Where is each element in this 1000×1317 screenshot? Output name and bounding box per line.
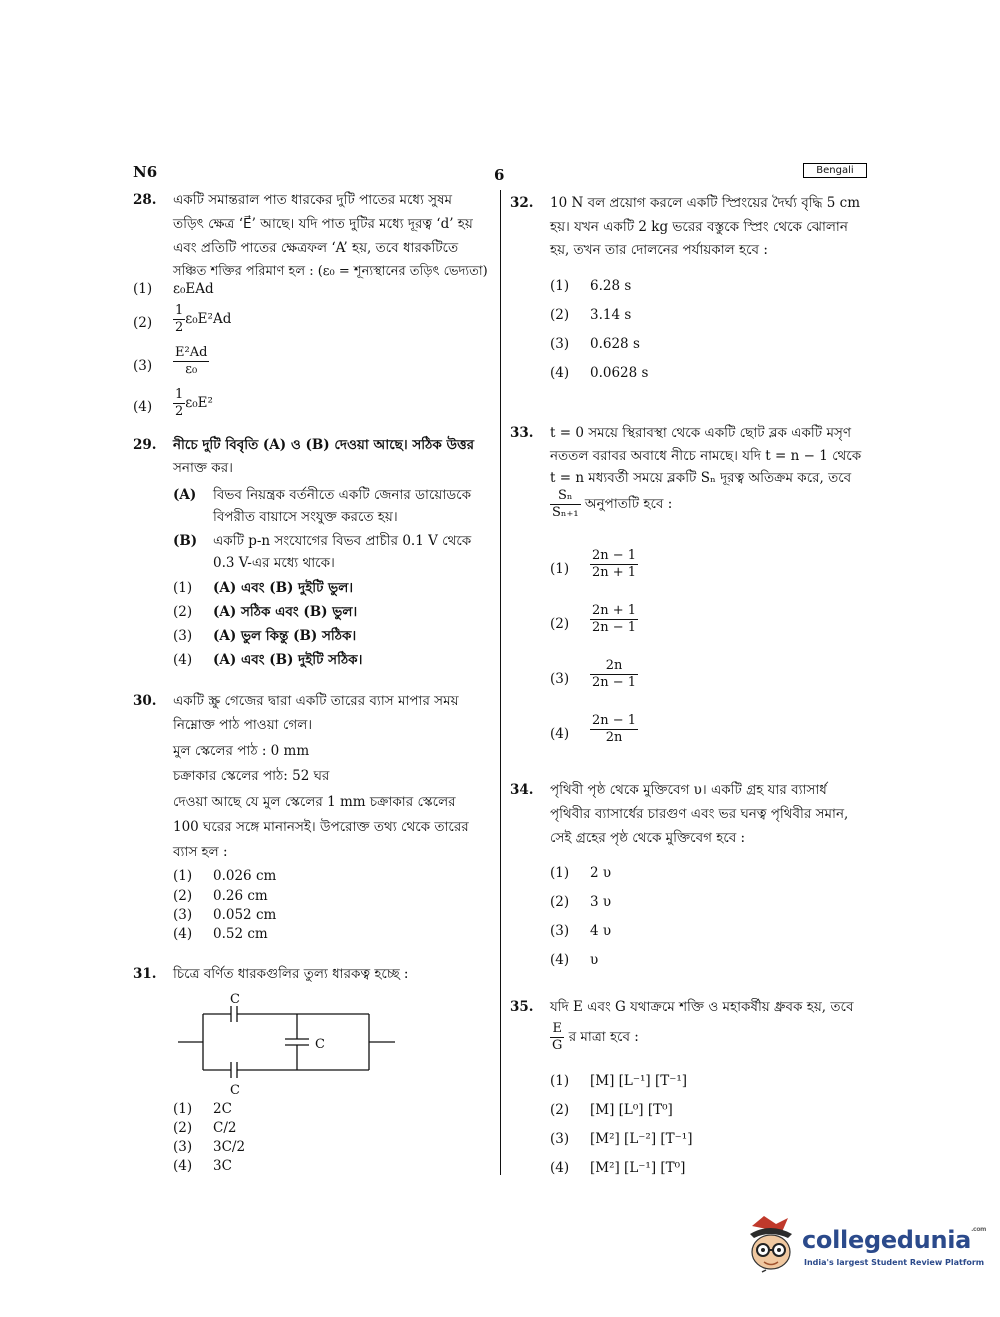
question-text-line: একটি সমান্তরাল পাত ধারকের দুটি পাতের মধ্যে সুষম xyxy=(173,192,453,208)
question-text-line: 10 N বল প্রয়োগ করলে একটি স্প্রিংয়ের দৈর্ঘ্য বৃদ্ধি 5 cm xyxy=(550,195,861,211)
question-text-line: চিত্রে বর্ণিত ধারকগুলির তুল্য ধারকত্ব হচ্ছে : xyxy=(173,966,409,982)
option-3: (3) $\frac{\text{E²Ad}}{\text{ε₀}}$ xyxy=(133,345,208,377)
question-31: 31. চিত্রে বর্ণিত ধারকগুলির তুল্য ধারকত্ব হচ্ছে : C C C (1) 2C (2) C/2 (3) 3C/2 (4) 3C xyxy=(133,963,493,1178)
question-number: 33. xyxy=(510,425,534,441)
question-text-line: দেওয়া আছে যে মুল স্কেলের 1 mm চক্রাকার স্কেলের xyxy=(173,794,456,810)
language-badge: Bengali xyxy=(803,163,867,178)
logo-wordmark: collegedunia xyxy=(802,1226,972,1254)
question-text-line: একটি স্ক্রু গেজের দ্বারা একটি তারের ব্যাস মাপার সময় xyxy=(173,693,459,709)
option-value: υ xyxy=(590,952,599,968)
option-value: $\frac{1}{2}$ ε₀E²Ad xyxy=(175,303,232,335)
question-number: 31. xyxy=(133,966,157,982)
option-value: C/2 xyxy=(213,1120,237,1136)
option-value: $\frac{2n - 1}{2n + 1}$ xyxy=(592,548,637,580)
option-value: (A) সঠিক এবং (B) ভুল। xyxy=(213,604,358,620)
option-value: $\frac{\text{E²Ad}}{\text{ε₀}}$ xyxy=(175,345,208,377)
statement-a-line: বিপরীত বায়াসে সংযুক্ত করতে হয়। xyxy=(213,509,398,525)
option-value: 0.0628 s xyxy=(590,365,649,381)
statement-b-label: (B) xyxy=(173,533,198,549)
option-value: 3C xyxy=(213,1158,232,1174)
option-value: 2 υ xyxy=(590,865,612,881)
capacitor-circuit-diagram xyxy=(173,988,403,1096)
question-text-line: মুল স্কেলের পাঠ : 0 mm xyxy=(173,743,310,759)
page-number: 6 xyxy=(494,166,505,184)
question-32: 32. 10 N বল প্রয়োগ করলে একটি স্প্রিংয়ের দৈর্ঘ্য বৃদ্ধি 5 cm হয়। যখন একটি 2 kg ভরের বস্তুকে স্প্রিং থেকে ঝোলান হয়, তখন তার দোলনের পর্যায়কাল হবে : (1) 6.28 s (2) 3.14 s (3) 0.628 s (4) 0.0628 s xyxy=(510,192,870,387)
question-text-line: সেই গ্রহের পৃষ্ঠ থেকে মুক্তিবেগ হবে : xyxy=(550,830,746,846)
question-text-line: সঞ্চিত শক্তির পরিমাণ হল : (ε₀ = শূন্যস্থানের তড়িৎ ভেদ্যতা) xyxy=(173,264,488,279)
question-28: 28. একটি সমান্তরাল পাত ধারকের দুটি পাতের মধ্যে সুষম তড়িৎ ক্ষেত্র ‘E⃗’ আছে। যদি পাত দুটির মধ্যে দূরত্ব ‘d’ হয় এবং প্রতিটি পাতের ক্ষেত্রফল ‘A’ হয়, তবে ধারকটিতে সঞ্চিত শক্তির পরিমাণ হল : (ε₀ = শূন্যস্থানের তড়িৎ ভেদ্যতা) (1) ε₀EAd (2) $\frac{1}{2}$ ε₀E²Ad (3) $\frac{\text{E²Ad}}{\text{ε₀}}$ (4) $\frac{1}{2}$ ε₀E² xyxy=(133,189,493,429)
option-value: $\frac{2n + 1}{2n - 1}$ xyxy=(592,603,637,635)
capacitor-label-top: C xyxy=(230,992,240,1007)
question-text-line: যদি E এবং G যথাক্রমে শক্তি ও মহাকর্ষীয় ধ্রুবক হয়, তবে xyxy=(550,999,854,1015)
paper-code: N6 xyxy=(133,163,158,181)
question-35: 35. যদি E এবং G যথাক্রমে শক্তি ও মহাকর্ষীয় ধ্রুবক হয়, তবে $\frac{E}{G}$ র মাত্রা হবে : (1) [M] [L⁻¹] [T⁻¹] (2) [M] [L⁰] [T⁰] (3) [M²] [L⁻²] [T⁻¹] (4) [M²] [L⁻¹] [T⁰] xyxy=(510,996,870,1181)
option-value: $\frac{2n}{2n - 1}$ xyxy=(592,658,637,690)
option-4: (4) $\frac{1}{2}$ ε₀E² xyxy=(133,387,213,419)
question-text-line: ব্যাস হল : xyxy=(173,844,228,860)
option-value: 3.14 s xyxy=(590,307,632,323)
option-value: ε₀EAd xyxy=(173,281,214,297)
question-number: 32. xyxy=(510,195,534,211)
option-value: 3 υ xyxy=(590,894,612,910)
option-value: 0.26 cm xyxy=(213,888,268,904)
question-text-line: t = n মধ্যবর্তী সময়ে ব্লকটি Sₙ দূরত্ব অতিক্রম করে, তবে xyxy=(550,470,852,486)
collegedunia-logo[interactable] xyxy=(742,1212,987,1287)
question-text-line: তড়িৎ ক্ষেত্র ‘E⃗’ আছে। যদি পাত দুটির মধ্যে দূরত্ব ‘d’ হয় xyxy=(173,216,473,232)
option-value: $\frac{1}{2}$ ε₀E² xyxy=(175,387,213,419)
question-number: 29. xyxy=(133,437,157,453)
question-number: 34. xyxy=(510,782,534,798)
option-value: [M²] [L⁻¹] [T⁰] xyxy=(590,1160,686,1176)
option-value: 6.28 s xyxy=(590,278,632,294)
logo-tagline: India's largest Student Review Platform xyxy=(804,1258,985,1267)
question-number: 35. xyxy=(510,999,534,1015)
question-text-line: নততল বরাবর অবাধে নীচে নামছে। যদি t = n − 1 থেকে xyxy=(550,448,862,464)
question-text-line: 100 ঘরের সঙ্গে মানানসই। উপরোক্ত তথ্য থেকে তারের xyxy=(173,819,469,835)
option-2: (2) $\frac{1}{2}$ ε₀E²Ad xyxy=(133,303,232,335)
capacitor-label-middle: C xyxy=(315,1037,325,1052)
ratio-expression: $\frac{\text{Sₙ}}{\text{Sₙ₊₁}}$ অনুপাতটি হবে : xyxy=(552,488,673,520)
question-text-line: হয়, তখন তার দোলনের পর্যায়কাল হবে : xyxy=(550,242,768,258)
logo-suffix: .com xyxy=(971,1226,987,1233)
capacitor-label-bottom: C xyxy=(230,1083,240,1098)
option-value: 3C/2 xyxy=(213,1139,246,1155)
question-text-line: নিম্নোক্ত পাঠ পাওয়া গেল। xyxy=(173,717,313,733)
question-text-line: t = 0 সময়ে স্থিরাবস্থা থেকে একটি ছোট ব্লক একটি মসৃণ xyxy=(550,425,852,441)
question-text-line: এবং প্রতিটি পাতের ক্ষেত্রফল ‘A’ হয়, তবে ধারকটিতে xyxy=(173,240,459,256)
option-value: 0.052 cm xyxy=(213,907,277,923)
question-text-line: পৃথিবীর ব্যাসার্ধের চারগুণ এবং ভর ঘনত্ব পৃথিবীর সমান, xyxy=(550,806,849,822)
question-text-line: চক্রাকার স্কেলের পাঠ: 52 ঘর xyxy=(173,768,330,784)
statement-a-label: (A) xyxy=(173,487,197,503)
question-29: 29. নীচে দুটি বিবৃতি (A) ও (B) দেওয়া আছে। সঠিক উত্তর সনাক্ত কর। (A) বিভব নিয়ন্ত্রক বর্তনীতে একটি জেনার ডায়োডকে বিপরীত বায়াসে সংযুক্ত করতে হয়। (B) একটি p-n সংযোগের বিভব প্রাচীর 0.1 V থেকে 0.3 V-এর মধ্যে থাকে। (1) (A) এবং (B) দুইটি ভুল। (2) (A) সঠিক এবং (B) ভুল। (3) (A) ভুল কিন্তু (B) সঠিক। (4) (A) এবং (B) দুইটি সঠিক। xyxy=(133,434,493,674)
option-value: (A) ভুল কিন্তু (B) সঠিক। xyxy=(213,628,357,644)
option-value: 0.52 cm xyxy=(213,926,268,942)
option-value: 0.628 s xyxy=(590,336,640,352)
question-number: 30. xyxy=(133,693,157,709)
statement-b-line: 0.3 V-এর মধ্যে থাকে। xyxy=(213,555,335,571)
question-text-line: হয়। যখন একটি 2 kg ভরের বস্তুকে স্প্রিং থেকে ঝোলান xyxy=(550,219,848,235)
question-text-line: নীচে দুটি বিবৃতি (A) ও (B) দেওয়া আছে। সঠিক উত্তর xyxy=(173,437,475,453)
question-text-line: পৃথিবী পৃষ্ঠ থেকে মুক্তিবেগ υ। একটি গ্রহ যার ব্যাসার্ধ xyxy=(550,782,827,798)
option-value: [M] [L⁻¹] [T⁻¹] xyxy=(590,1073,688,1089)
fraction-expression: $\frac{E}{G}$ র মাত্রা হবে : xyxy=(552,1021,639,1053)
option-value: [M] [L⁰] [T⁰] xyxy=(590,1102,673,1118)
question-30: 30. একটি স্ক্রু গেজের দ্বারা একটি তারের ব্যাস মাপার সময় নিম্নোক্ত পাঠ পাওয়া গেল। মুল স্কেলের পাঠ : 0 mm চক্রাকার স্কেলের পাঠ: 52 ঘর দেওয়া আছে যে মুল স্কেলের 1 mm চক্রাকার স্কেলের 100 ঘরের সঙ্গে মানানসই। উপরোক্ত তথ্য থেকে তারের ব্যাস হল : (1) 0.026 cm (2) 0.26 cm (3) 0.052 cm (4) 0.52 cm xyxy=(133,690,493,945)
option-value: [M²] [L⁻²] [T⁻¹] xyxy=(590,1131,693,1147)
question-number: 28. xyxy=(133,192,157,208)
column-divider xyxy=(500,190,501,1175)
option-value: (A) এবং (B) দুইটি সঠিক। xyxy=(213,652,363,668)
option-value: $\frac{2n - 1}{2n}$ xyxy=(592,713,637,745)
statement-b-line: একটি p-n সংযোগের বিভব প্রাচীর 0.1 V থেকে xyxy=(213,533,472,549)
statement-a-line: বিভব নিয়ন্ত্রক বর্তনীতে একটি জেনার ডায়োডকে xyxy=(213,487,472,503)
option-value: 0.026 cm xyxy=(213,868,277,884)
mascot-icon xyxy=(742,1212,800,1278)
option-value: 2C xyxy=(213,1101,232,1117)
question-34: 34. পৃথিবী পৃষ্ঠ থেকে মুক্তিবেগ υ। একটি গ্রহ যার ব্যাসার্ধ পৃথিবীর ব্যাসার্ধের চারগুণ এবং ভর ঘনত্ব পৃথিবীর সমান, সেই গ্রহের পৃষ্ঠ থেকে মুক্তিবেগ হবে : (1) 2 υ (2) 3 υ (3) 4 υ (4) υ xyxy=(510,779,870,974)
question-text-line: সনাক্ত কর। xyxy=(173,460,233,476)
option-value: (A) এবং (B) দুইটি ভুল। xyxy=(213,580,354,596)
option-value: 4 υ xyxy=(590,923,612,939)
question-33: 33. t = 0 সময়ে স্থিরাবস্থা থেকে একটি ছোট ব্লক একটি মসৃণ নততল বরাবর অবাধে নীচে নামছে। যদি t = n − 1 থেকে t = n মধ্যবর্তী সময়ে ব্লকটি Sₙ দূরত্ব অতিক্রম করে, তবে $\frac{\text{Sₙ}}{\text{Sₙ₊₁}}$ অনুপাতটি হবে : (1) $\frac{2n - 1}{2n + 1}$ (2) $\frac{2n + 1}{2n - 1}$ (3) $\frac{2n}{2n - 1}$ (4) $\frac{2n - 1}{2n}$ xyxy=(510,422,870,757)
